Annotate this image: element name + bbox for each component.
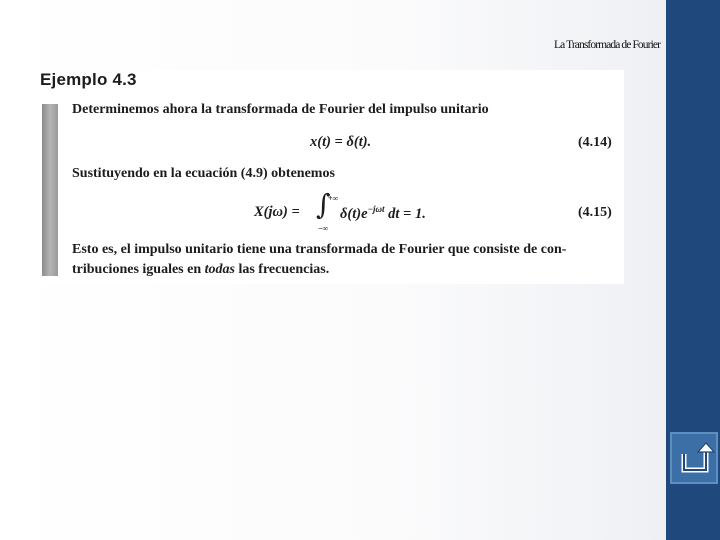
- textbook-excerpt: [38, 70, 624, 284]
- equation-number-4-14: (4.14): [578, 135, 612, 150]
- equation-lhs: X(jω) =: [254, 204, 300, 220]
- integral-lower-limit: −∞: [318, 224, 329, 233]
- equation-integrand: [340, 204, 426, 223]
- paragraph-line-1: Determinemos ahora la transformada de Fourier del impulso unitario: [72, 102, 489, 117]
- integral-sign-icon: ∫: [316, 188, 331, 221]
- example-heading: Ejemplo 4.3: [40, 70, 137, 89]
- paragraph-line-3: Esto es, el impulso unitario tiene una transformada de Fourier que consiste de con-: [72, 242, 567, 257]
- return-arrow-icon: [676, 440, 716, 480]
- paragraph-line-4: [72, 262, 329, 278]
- equation-number-4-15: (4.15): [578, 205, 612, 220]
- slide-title: La Transformada de Fourier: [554, 39, 660, 51]
- integrand-exponent: −jωt: [367, 204, 385, 214]
- integrand-text: δ(t)e: [340, 205, 368, 222]
- line4-suffix: las frecuencias.: [234, 262, 330, 277]
- back-button[interactable]: [670, 432, 718, 484]
- line4-emphasis: todas: [204, 262, 235, 277]
- equation-4-14: x(t) = δ(t).: [310, 134, 372, 150]
- line4-prefix: tribuciones iguales en: [72, 262, 205, 277]
- integral-upper-limit: +∞: [328, 194, 339, 203]
- excerpt-margin-bar: [42, 104, 58, 276]
- paragraph-line-2: Sustituyendo en la ecuación (4.9) obtenemos: [72, 166, 335, 181]
- integrand-rest: dt = 1.: [384, 205, 426, 222]
